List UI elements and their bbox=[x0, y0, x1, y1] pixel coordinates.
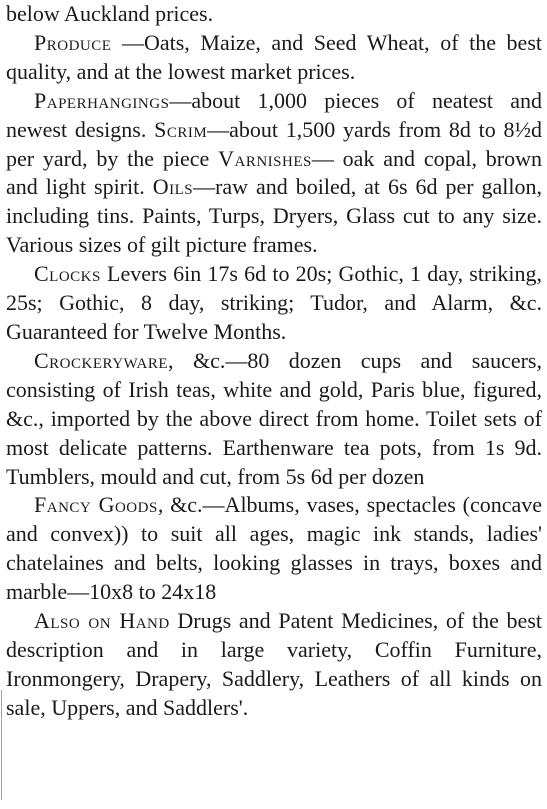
fancy-goods-text: , &c.—Albums, vases, spectacles (concave and convex)) to suit all ages, magic ink stands, ladies' chatelaines and belts, looking glasses in trays, boxes and marble—10x8 to 24x18 bbox=[6, 492, 542, 605]
scrim-text: —about 1,500 yards from 8d to 8½d per yard, by the piece bbox=[6, 116, 543, 171]
paragraph-also-on-hand bbox=[6, 607, 542, 723]
column-rule bbox=[1, 690, 2, 800]
also-on-hand-text: Drugs and Patent Medicines, of the best description and in large variety, Coffin Furniture, Ironmongery, Drapery, Saddlery, Leathers of all kinds on sale, Uppers, and Saddlers'. bbox=[6, 608, 542, 720]
heading-fancy-goods: Fancy Goods bbox=[34, 492, 158, 518]
heading-varnishes: Varnishes bbox=[218, 145, 312, 171]
heading-also-on-hand: Also on Hand bbox=[34, 608, 170, 634]
crockeryware-text: , &c.—80 dozen cups and saucers, consisting of Irish teas, white and gold, Paris blue, figured, &c., imported by the above direct from home. Toilet sets of most delicate patterns. Earthenware tea pots, from 1s 9d. Tumblers, mould and cut, from 5s 6d per dozen bbox=[6, 347, 542, 489]
heading-produce: Produce bbox=[34, 29, 112, 55]
advertisement-column bbox=[6, 0, 542, 723]
continuation-text: below Auckland prices. bbox=[6, 1, 214, 26]
clocks-text: Levers 6in 17s 6d to 20s; Gothic, 1 day, striking, 25s; Gothic, 8 day, striking; Tudor, and Alarm, &c. Guaranteed for Twelve Months. bbox=[6, 261, 542, 344]
paragraph-produce bbox=[6, 29, 542, 87]
oils-text: —raw and boiled, at 6s 6d per gallon, including tins. Paints, Turps, Dryers, Glass cut to any size. Various sizes of gilt picture frames. bbox=[6, 174, 542, 258]
heading-crockeryware: Crockeryware bbox=[34, 347, 169, 373]
paragraph-clocks bbox=[6, 260, 542, 347]
heading-paperhangings: Paperhangings bbox=[34, 87, 170, 113]
heading-scrim: Scrim bbox=[154, 116, 208, 142]
heading-oils: Oils bbox=[152, 174, 194, 200]
paragraph-fancy-goods bbox=[6, 491, 542, 607]
heading-clocks: Clocks bbox=[34, 261, 101, 287]
paragraph-continuation bbox=[6, 0, 542, 29]
paperhangings-text: —about 1,000 pieces of neatest and newest designs. bbox=[6, 87, 542, 142]
paragraph-paperhangings bbox=[6, 87, 542, 260]
varnishes-text: — oak and copal, brown and light spirit. bbox=[6, 145, 543, 200]
paragraph-crockeryware bbox=[6, 347, 542, 492]
produce-text: —Oats, Maize, and Seed Wheat, of the best quality, and at the lowest market prices. bbox=[6, 29, 542, 84]
